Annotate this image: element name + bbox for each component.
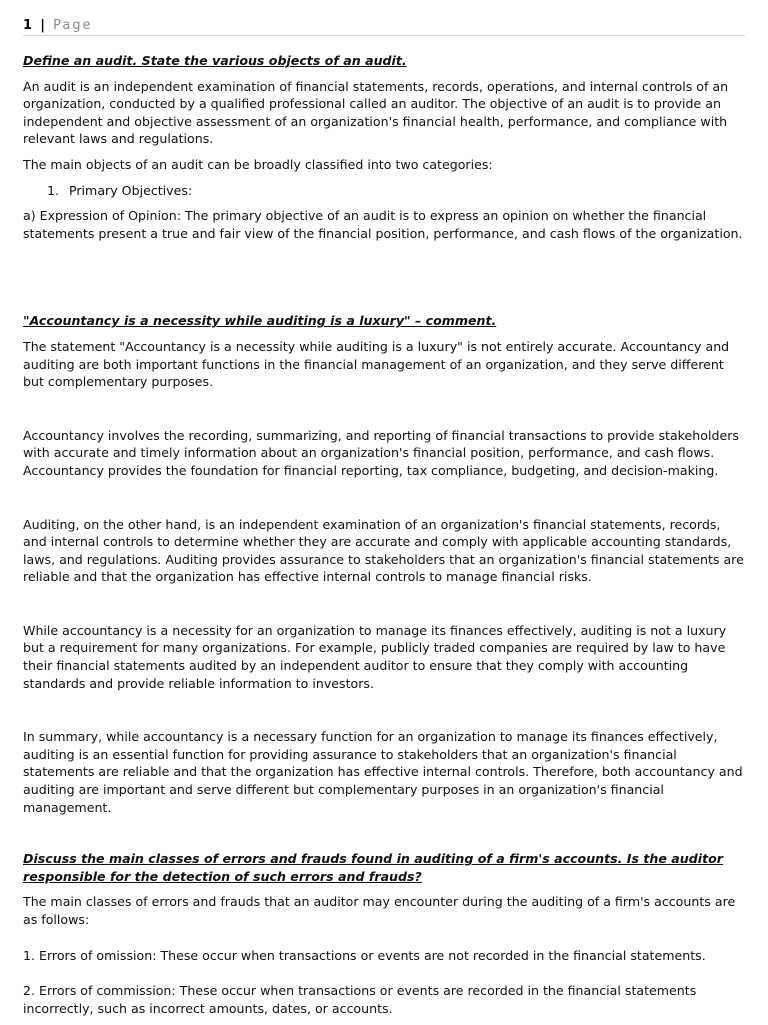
page-header [23, 17, 745, 36]
section1-para3: a) Expression of Opinion: The primary objective of an audit is to express an opinion on whether the financial statements present a true and fair view of the financial position, performance, and cash flows of the organization. [23, 208, 743, 241]
list-item-text: Primary Objectives: [69, 182, 193, 198]
section2-para4: While accountancy is a necessity for an organization to manage its finances effectively, auditing is not a luxury but a requirement for many organizations. For example, publicly traded companies are required by law to have their financial statements audited by an independent auditor to ensure that they comply with accounting standards and provide reliable information to investors. [23, 622, 727, 691]
page-number: 1 [23, 18, 34, 33]
section1-list-item [23, 182, 745, 200]
section3-item1: 1. Errors of omission: These occur when transactions or events are not recorded in the financial statements. [23, 947, 706, 963]
section1-heading: Define an audit. State the various objects of an audit. [23, 53, 407, 68]
section2-para1: The statement "Accountancy is a necessity while auditing is a luxury" is not entirely accurate. Accountancy and auditing are both important functions in the financial management of an organization, and they serve different but complementary purposes. [23, 338, 730, 390]
section3-para1: The main classes of errors and frauds that an auditor may encounter during the auditing of a firm's accounts are as follows: [23, 894, 736, 927]
section1-para2: The main objects of an audit can be broadly classified into two categories: [23, 156, 493, 172]
section2-para2: Accountancy involves the recording, summarizing, and reporting of financial transactions to provide stakeholders with accurate and timely information about an organization's financial position, performance, and cash flows. Accountancy provides the foundation for financial reporting, tax compliance, budgeting, and decision-making. [23, 427, 739, 478]
section2-para3: Auditing, on the other hand, is an independent examination of an organization's financial statements, records, and internal controls to determine whether they are accurate and comply with applicable accounting standards, laws, and regulations. Auditing provides assurance to stakeholders that an organization's financial statements are reliable and that the organization has effective internal controls to manage financial risks. [23, 516, 744, 585]
section2-para5: In summary, while accountancy is a necessary function for an organization to manage its finances effectively, auditing is an essential function for providing assurance to stakeholders that an organization's financial statements are reliable and that the organization has effective internal controls. Therefore, both accountancy and auditing are important and serve different but complementary purposes in an organization's financial management. [23, 729, 743, 815]
list-number: 1. [47, 182, 60, 198]
section3-item2: 2. Errors of commission: These occur when transactions or events are recorded in the financial statements incorrectly, such as incorrect amounts, dates, or accounts. [23, 983, 697, 1016]
section3-heading: Discuss the main classes of errors and frauds found in auditing of a firm's accounts. Is the auditor responsible for the detection of such errors and frauds? [23, 851, 723, 884]
section2-heading: "Accountancy is a necessity while auditing is a luxury" – comment. [23, 313, 497, 329]
page-separator: | [40, 18, 46, 33]
page-label: Page [53, 18, 93, 33]
document-body [23, 52, 745, 1025]
section1-para1: An audit is an independent examination of financial statements, records, operations, and internal controls of an organization, conducted by a qualified professional called an auditor. The objective of an audit is to provide an independent and objective assessment of an organization's financial health, performance, and compliance with relevant laws and regulations. [23, 78, 729, 147]
